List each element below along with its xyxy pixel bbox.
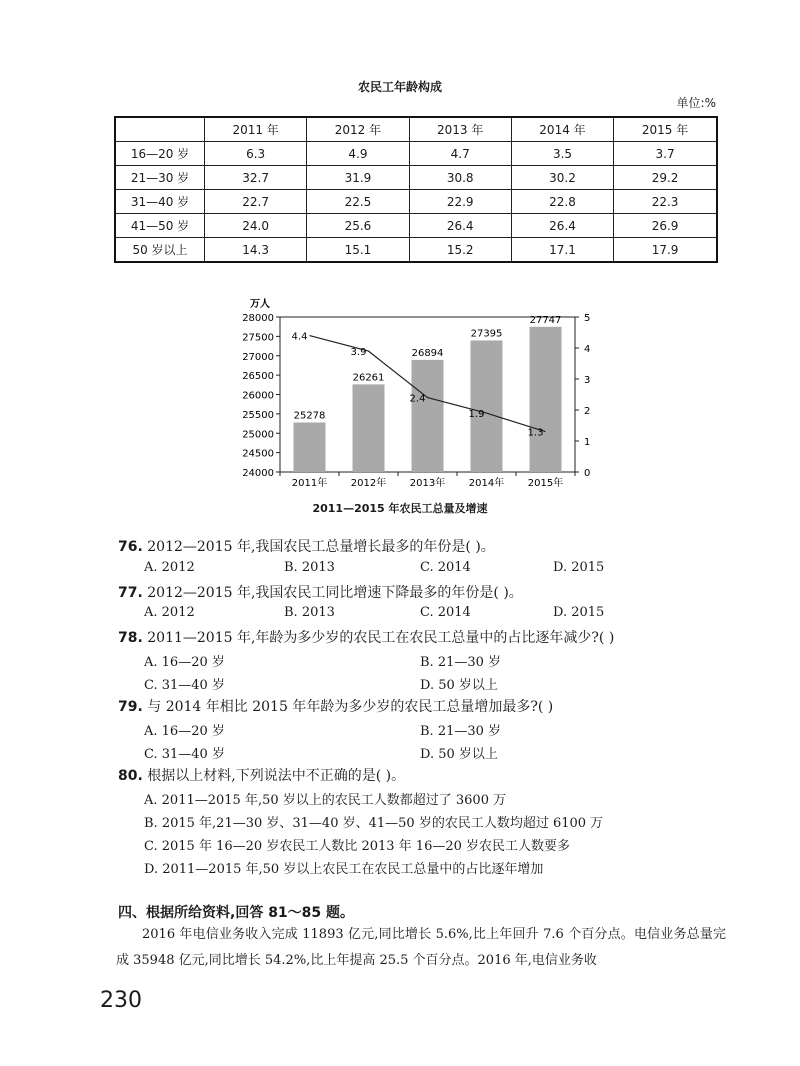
- table-title: 农民工年龄构成: [357, 80, 442, 94]
- table-row: [115, 238, 717, 263]
- table-cell: 32.7: [205, 166, 307, 190]
- question-76: [118, 536, 495, 556]
- table-cell: 31.9: [307, 166, 409, 190]
- option-b[interactable]: B. 2015 年,21—30 岁、31—40 岁、41—50 岁的农民工人数均超过 6100 万: [144, 816, 604, 831]
- question-number: 77.: [118, 585, 143, 601]
- y-tick-label: 25000: [242, 429, 274, 441]
- table-header-cell: 2011 年: [205, 117, 307, 142]
- growth-data-label: 1.3: [527, 427, 544, 439]
- question-text: 2011—2015 年,年龄为多少岁的农民工在农民工总量中的占比逐年减少?( ): [147, 630, 615, 646]
- option-a[interactable]: A. 2012: [144, 560, 195, 575]
- y2-tick-label: 1: [584, 437, 591, 448]
- table-cell: 3.7: [614, 142, 717, 166]
- table-cell: 26.9: [614, 214, 717, 238]
- question-80: [118, 765, 405, 785]
- x-tick-label: 2013年: [409, 478, 446, 489]
- option-a[interactable]: A. 2011—2015 年,50 岁以上的农民工人数都超过了 3600 万: [144, 793, 507, 808]
- option-d[interactable]: D. 2015: [553, 605, 605, 620]
- table-cell: 3.5: [511, 142, 613, 166]
- question-79: [118, 696, 553, 716]
- table-cell: 15.1: [307, 238, 409, 263]
- x-tick-label: 2014年: [468, 478, 505, 489]
- table-cell: 26.4: [409, 214, 511, 238]
- table-header-cell: 2014 年: [511, 117, 613, 142]
- question-number: 79.: [118, 699, 143, 715]
- growth-data-label: 3.9: [350, 347, 367, 359]
- table-cell: 26.4: [511, 214, 613, 238]
- question-number: 80.: [118, 768, 143, 784]
- option-d[interactable]: D. 50 岁以上: [420, 747, 498, 762]
- table-cell: 4.9: [307, 142, 409, 166]
- y2-tick-label: 0: [584, 468, 591, 479]
- table-row: [115, 214, 717, 238]
- table-cell: 6.3: [205, 142, 307, 166]
- table-row-label: 41—50 岁: [115, 214, 205, 238]
- bar: [409, 360, 444, 472]
- table-row-label: 50 岁以上: [115, 238, 205, 263]
- bar: [468, 340, 503, 472]
- y-tick-label: 26000: [242, 390, 274, 402]
- table-cell: 4.7: [409, 142, 511, 166]
- chart-title: 2011—2015 年农民工总量及增速: [312, 502, 488, 515]
- table-cell: 17.9: [614, 238, 717, 263]
- table-header-row: [115, 117, 717, 142]
- table-header-cell: [115, 117, 205, 142]
- table-row: [115, 190, 717, 214]
- y-tick-label: 26500: [242, 371, 274, 383]
- table-row-label: 31—40 岁: [115, 190, 205, 214]
- y-tick-label: 24000: [242, 468, 274, 479]
- growth-data-label: 2.4: [409, 393, 426, 405]
- y2-tick-label: 2: [584, 406, 591, 417]
- option-b[interactable]: B. 21—30 岁: [420, 655, 502, 670]
- y-tick-label: 24500: [242, 448, 274, 460]
- option-d[interactable]: D. 2011—2015 年,50 岁以上农民工在农民工总量中的占比逐年增加: [144, 862, 544, 877]
- table-cell: 14.3: [205, 238, 307, 263]
- bar: [294, 422, 326, 472]
- option-b[interactable]: B. 2013: [284, 605, 335, 620]
- table-cell: 29.2: [614, 166, 717, 190]
- y-tick-label: 25500: [242, 409, 274, 421]
- bar-data-label: 26894: [411, 347, 444, 359]
- question-number: 76.: [118, 539, 143, 555]
- y-axis-label: 万人: [250, 299, 270, 310]
- option-c[interactable]: C. 2014: [420, 560, 471, 575]
- option-d[interactable]: D. 50 岁以上: [420, 678, 498, 693]
- table-cell: 15.2: [409, 238, 511, 263]
- option-c[interactable]: C. 2015 年 16—20 岁农民工人数比 2013 年 16—20 岁农民工人数要多: [144, 839, 571, 854]
- table-row-label: 16—20 岁: [115, 142, 205, 166]
- table-cell: 30.8: [409, 166, 511, 190]
- table-cell: 22.5: [307, 190, 409, 214]
- section-paragraph: 2016 年电信业务收入完成 11893 亿元,同比增长 5.6%,比上年回升 7.6 个百分点。电信业务总量完成 35948 亿元,同比增长 54.2%,比上年提高 25.5 个百分点。2016 年,电信业务收: [116, 927, 726, 968]
- table-cell: 22.7: [205, 190, 307, 214]
- option-d[interactable]: D. 2015: [553, 560, 605, 575]
- option-c[interactable]: C. 31—40 岁: [144, 747, 225, 762]
- page-number: 230: [100, 988, 142, 1013]
- section-heading: 四、根据所给资料,回答 81～85 题。: [118, 905, 355, 921]
- option-c[interactable]: C. 31—40 岁: [144, 678, 225, 693]
- question-text: 2012—2015 年,我国农民工同比增速下降最多的年份是( )。: [147, 585, 523, 601]
- y2-tick-label: 4: [584, 344, 591, 355]
- question-text: 根据以上材料,下列说法中不正确的是( )。: [147, 768, 406, 784]
- y2-tick-label: 5: [584, 313, 591, 324]
- option-b[interactable]: B. 21—30 岁: [420, 724, 502, 739]
- option-b[interactable]: B. 2013: [284, 560, 335, 575]
- question-77: [118, 582, 523, 602]
- growth-data-label: 4.4: [291, 331, 308, 343]
- farmer-worker-chart: [230, 290, 610, 495]
- y-tick-label: 27500: [242, 332, 274, 344]
- table-cell: 22.9: [409, 190, 511, 214]
- bar: [353, 384, 385, 472]
- option-a[interactable]: A. 16—20 岁: [144, 724, 225, 739]
- table-row-label: 21—30 岁: [115, 166, 205, 190]
- growth-data-label: 1.9: [468, 409, 485, 421]
- x-tick-label: 2011年: [291, 478, 328, 489]
- table-header-cell: 2013 年: [409, 117, 511, 142]
- table-row: [115, 166, 717, 190]
- bar: [527, 327, 562, 472]
- x-tick-label: 2015年: [527, 478, 564, 489]
- bar-data-label: 26261: [352, 372, 385, 384]
- question-text: 2012—2015 年,我国农民工总量增长最多的年份是( )。: [147, 539, 495, 555]
- bar-data-label: 27395: [470, 328, 503, 340]
- table-cell: 25.6: [307, 214, 409, 238]
- table-cell: 22.3: [614, 190, 717, 214]
- question-number: 78.: [118, 630, 143, 646]
- table-header-cell: 2012 年: [307, 117, 409, 142]
- y-tick-label: 28000: [242, 313, 274, 324]
- option-a[interactable]: A. 2012: [144, 605, 195, 620]
- x-tick-label: 2012年: [350, 478, 387, 489]
- y-tick-label: 27000: [242, 351, 274, 363]
- bar-data-label: 27747: [529, 314, 562, 326]
- table-cell: 22.8: [511, 190, 613, 214]
- age-table: [114, 116, 718, 263]
- question-text: 与 2014 年相比 2015 年年龄为多少岁的农民工总量增加最多?( ): [147, 699, 554, 715]
- option-c[interactable]: C. 2014: [420, 605, 471, 620]
- table-cell: 30.2: [511, 166, 613, 190]
- table-unit: 单位:%: [676, 96, 716, 110]
- table-cell: 24.0: [205, 214, 307, 238]
- question-78: [118, 627, 614, 647]
- option-a[interactable]: A. 16—20 岁: [144, 655, 225, 670]
- table-cell: 17.1: [511, 238, 613, 263]
- y2-tick-label: 3: [584, 375, 591, 386]
- table-row: [115, 142, 717, 166]
- table-header-cell: 2015 年: [614, 117, 717, 142]
- bar-data-label: 25278: [293, 410, 326, 422]
